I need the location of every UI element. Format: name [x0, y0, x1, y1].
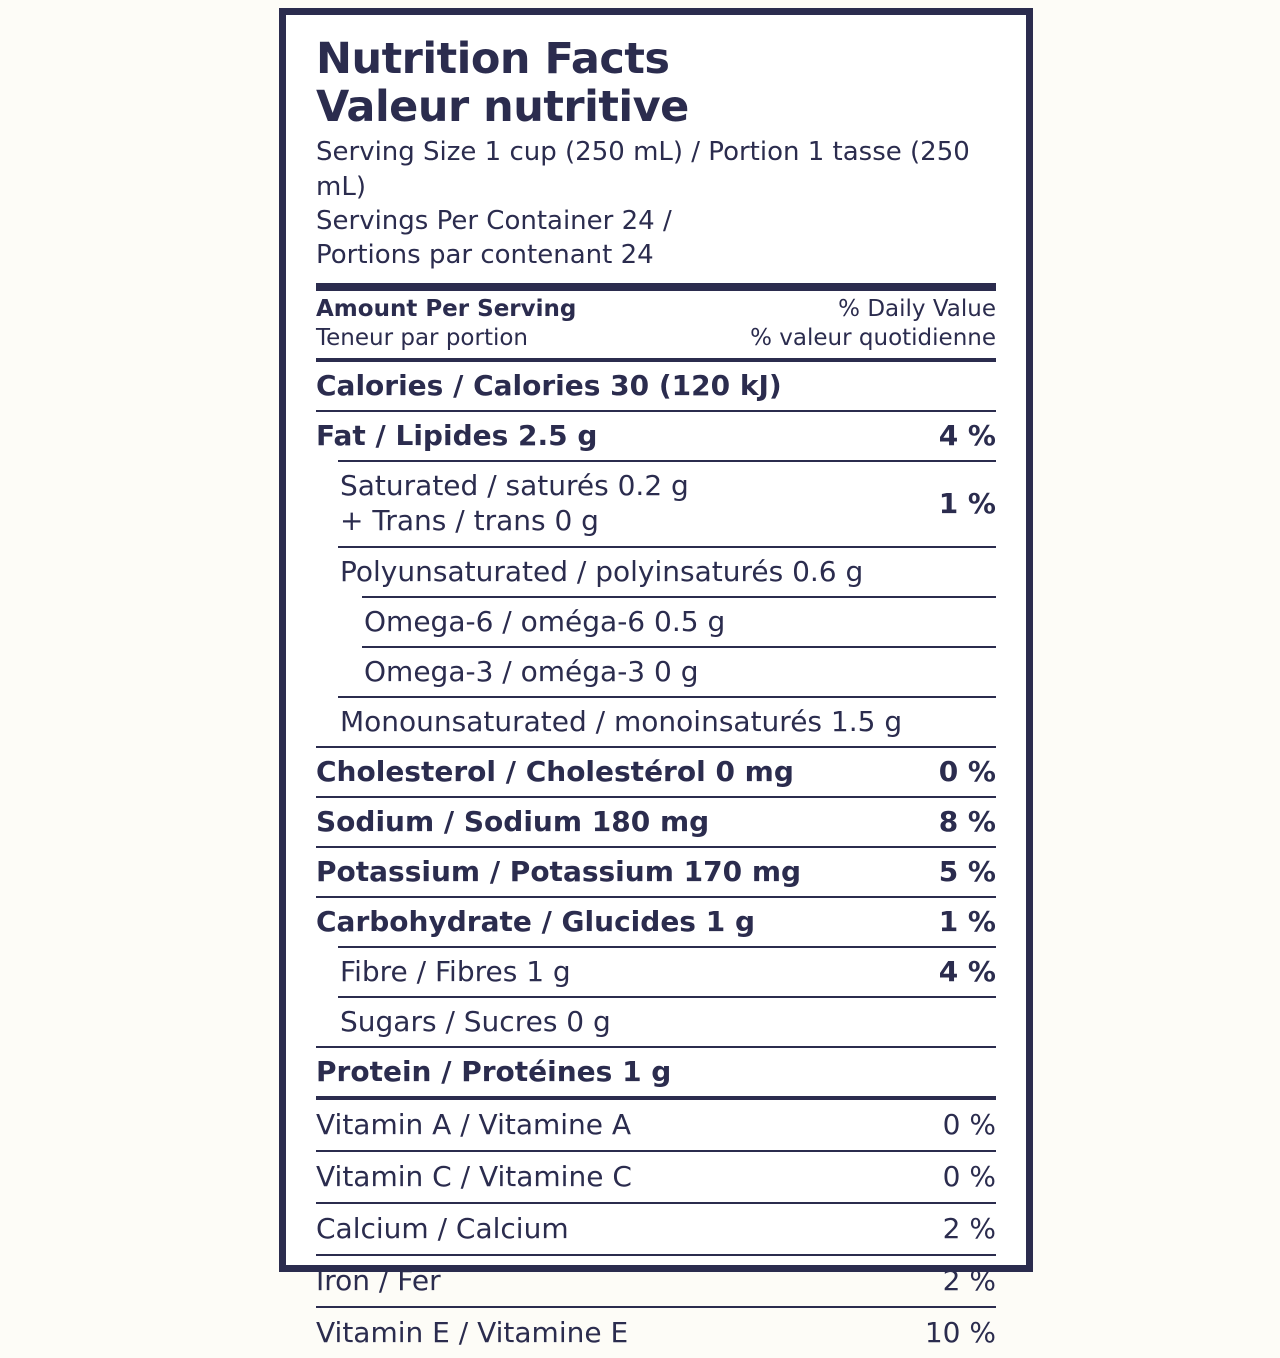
omega-6-label: Omega-6 / oméga-6 0.5 g [364, 604, 726, 638]
row-sugars [316, 998, 996, 1046]
nutrition-facts-panel [279, 8, 1033, 1349]
sodium-dv: 8 % [938, 804, 996, 838]
row-fibre [316, 948, 996, 996]
vitamin-c-dv: 0 % [942, 1159, 996, 1193]
saturated-trans-dv: 1 % [938, 487, 996, 520]
vitamin-a-dv: 0 % [942, 1107, 996, 1141]
omega-3-label: Omega-3 / oméga-3 0 g [364, 654, 699, 688]
calcium-dv: 2 % [942, 1211, 996, 1245]
potassium-dv: 5 % [938, 854, 996, 888]
panel-title-english: Nutrition Facts [316, 34, 670, 84]
divider-thick-top [316, 283, 996, 291]
row-polyunsaturated [316, 548, 996, 596]
calories-label: Calories / Calories 30 (120 kJ) [316, 369, 782, 403]
fibre-label: Fibre / Fibres 1 g [340, 954, 571, 988]
row-sodium [316, 798, 996, 846]
row-fat [316, 412, 996, 460]
vitamin-a-label: Vitamin A / Vitamine A [316, 1107, 632, 1141]
daily-value-english: % Daily Value [838, 295, 996, 322]
row-iron [316, 1256, 996, 1306]
row-calories [316, 362, 996, 410]
cholesterol-label: Cholesterol / Cholestérol 0 mg [316, 754, 794, 788]
panel-title-french: Valeur nutritive [316, 82, 689, 133]
row-monounsaturated [316, 698, 996, 746]
row-vitamin-a [316, 1100, 996, 1150]
potassium-label: Potassium / Potassium 170 mg [316, 854, 802, 888]
servings-per-container-english: Servings Per Container 24 / [316, 205, 672, 236]
amount-per-serving-french: Teneur par portion [316, 325, 529, 352]
nutrition-facts-content [316, 35, 996, 1358]
cholesterol-dv: 0 % [938, 754, 996, 788]
row-saturated-trans [316, 462, 996, 545]
fibre-dv: 4 % [938, 954, 996, 988]
daily-value-header [750, 295, 996, 355]
row-omega-3 [316, 648, 996, 696]
row-calcium [316, 1204, 996, 1254]
polyunsaturated-label: Polyunsaturated / polyinsaturés 0.6 g [340, 554, 864, 588]
carbohydrate-dv: 1 % [938, 904, 996, 938]
calcium-label: Calcium / Calcium [316, 1211, 569, 1245]
serving-size-text: Serving Size 1 cup (250 mL) / Portion 1 tasse (250 mL) [316, 137, 970, 202]
row-potassium [316, 848, 996, 896]
servings-per-container-french: Portions par contenant 24 [316, 240, 654, 271]
saturated-trans-label [340, 469, 925, 537]
protein-label: Protein / Protéines 1 g [316, 1054, 672, 1088]
carbohydrate-label: Carbohydrate / Glucides 1 g [316, 904, 755, 938]
fat-label: Fat / Lipides 2.5 g [316, 419, 598, 453]
daily-value-french: % valeur quotidienne [750, 325, 996, 352]
row-vitamin-c [316, 1152, 996, 1202]
iron-dv: 2 % [942, 1263, 996, 1297]
row-cholesterol [316, 748, 996, 796]
sugars-label: Sugars / Sucres 0 g [340, 1004, 611, 1038]
vitamin-e-label: Vitamin E / Vitamine E [316, 1315, 629, 1349]
vitamin-e-dv: 10 % [924, 1315, 996, 1349]
amount-per-serving-english: Amount Per Serving [316, 295, 577, 322]
sodium-label: Sodium / Sodium 180 mg [316, 804, 710, 838]
saturated-label: Saturated / saturés 0.2 g [340, 469, 689, 503]
row-protein [316, 1048, 996, 1096]
fat-dv: 4 % [938, 419, 996, 453]
monounsaturated-label: Monounsaturated / monoinsaturés 1.5 g [340, 704, 903, 738]
row-omega-6 [316, 598, 996, 646]
iron-label: Iron / Fer [316, 1263, 441, 1297]
trans-label: + Trans / trans 0 g [340, 503, 599, 537]
column-headers [316, 291, 996, 359]
row-vitamin-e [316, 1308, 996, 1358]
row-carbohydrate [316, 898, 996, 946]
amount-per-serving-header [316, 295, 576, 355]
vitamin-c-label: Vitamin C / Vitamine C [316, 1159, 632, 1193]
